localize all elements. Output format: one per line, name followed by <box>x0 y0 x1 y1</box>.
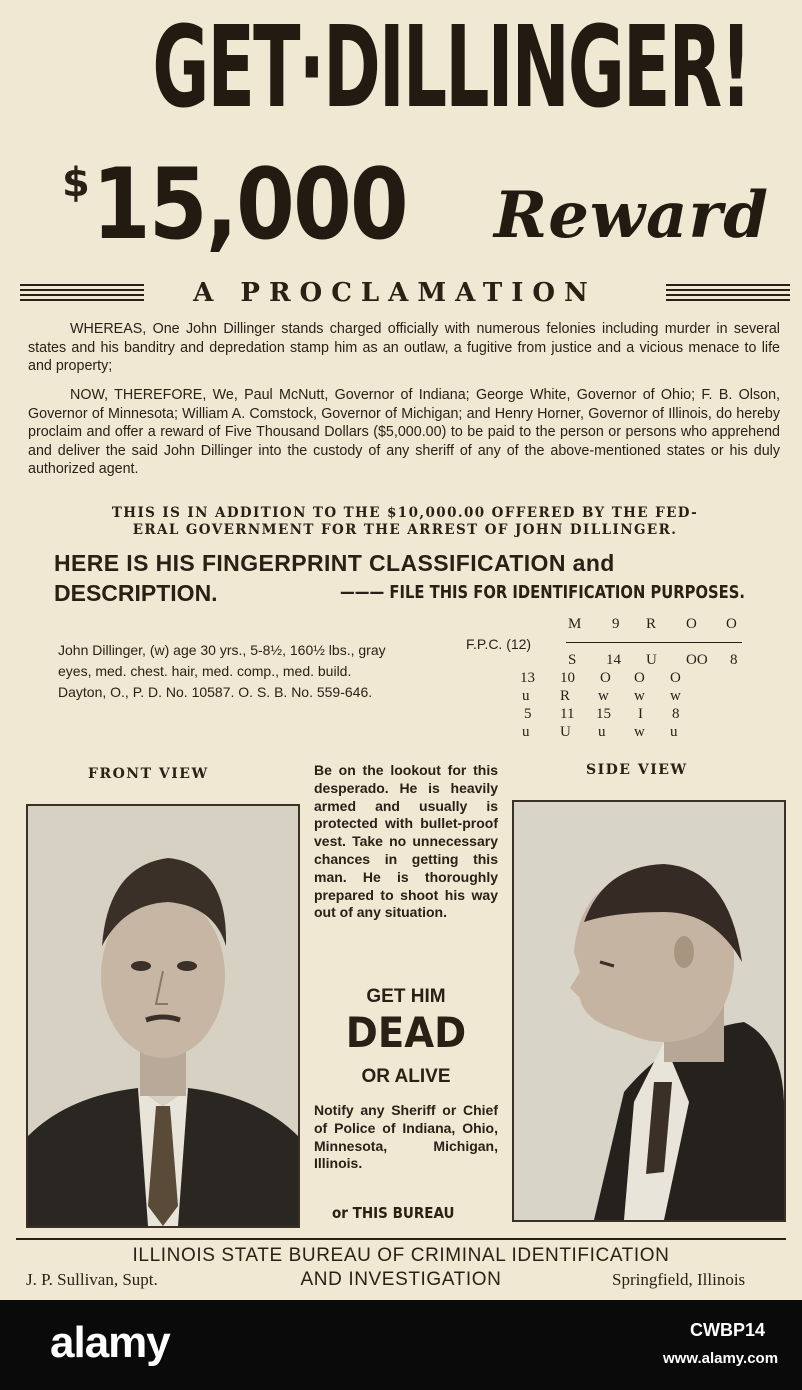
headline: GET·DILLINGER! <box>152 3 751 133</box>
fpc-cell: w <box>670 688 681 704</box>
physical-description: John Dillinger, (w) age 30 yrs., 5-8½, 160½ lbs., gray eyes, med. chest. hair, med. comp., med. build. Dayton, O., P. D. No. 10587. O. S. B. No. 559-646. <box>58 642 386 700</box>
fpc-cell: 5 <box>524 706 532 722</box>
side-view-photo <box>512 800 786 1222</box>
fpc-cell: w <box>634 724 645 740</box>
fpc-table <box>520 616 760 746</box>
side-portrait-illustration <box>514 802 784 1220</box>
stock-brand-logo: alamy <box>50 1318 170 1367</box>
fpc-cell: U <box>646 652 657 668</box>
or-alive-text: OR ALIVE <box>361 1066 451 1087</box>
fpc-cell: u <box>670 724 678 740</box>
or-this-bureau: or THIS BUREAU <box>332 1204 455 1222</box>
stock-site-url: www.alamy.com <box>663 1350 779 1367</box>
dead-text: DEAD <box>345 1008 467 1057</box>
fpc-cell: u <box>598 724 606 740</box>
front-view-label: FRONT VIEW <box>88 766 209 782</box>
get-him-text: GET HIM <box>366 986 446 1007</box>
now-therefore-text: NOW, THEREFORE, We, Paul McNutt, Governor of Indiana; George White, Governor of Ohio; F. B. Olson, Governor of Minnesota; William A. Comstock, Governor of Michigan; and Henry Horner, Governor of Illinois, do hereby proclaim and offer a reward of Five Thousand Dollars ($5,000.00) to be paid to the person or persons who apprehend and deliver the said John Dillinger into the custody of any sheriff of any of the above-mentioned states or his duly authorized agent. <box>28 387 780 478</box>
fpc-cell: I <box>638 706 643 722</box>
file-instruction: ——— FILE THIS FOR IDENTIFICATION PURPOSES. <box>340 582 745 603</box>
proclamation-title: A PROCLAMATION <box>193 278 597 308</box>
bureau-name-line-2: AND INVESTIGATION <box>300 1269 502 1290</box>
front-view-photo <box>26 804 300 1228</box>
fpc-cell: O <box>670 670 681 686</box>
fpc-cell: O <box>634 670 645 686</box>
federal-reward-notice <box>60 505 750 539</box>
footer-divider <box>16 1238 786 1240</box>
fpc-cell: S <box>568 652 577 668</box>
signer-name: J. P. Sullivan, Supt. <box>26 1270 158 1289</box>
fpc-cell: 8 <box>672 706 680 722</box>
fpc-cell: 10 <box>560 670 575 686</box>
proclamation-rule-right <box>666 284 790 302</box>
whereas-text: WHEREAS, One John Dillinger stands charged officially with numerous felonies including murder in several states and his banditry and depredation stamp him as an outlaw, a fugitive from justice and a vicious menace to life and property; <box>28 321 780 375</box>
fpc-cell: 13 <box>520 670 535 686</box>
fpc-cell: R <box>646 616 657 632</box>
side-view-label: SIDE VIEW <box>586 762 688 778</box>
fpc-cell: U <box>560 724 571 740</box>
fpc-cell: u <box>522 724 530 740</box>
bureau-location: Springfield, Illinois <box>612 1270 746 1289</box>
lookout-warning: Be on the lookout for this desperado. He is heavily armed and usually is protected with bullet-proof vest. Take no unnecessary chances in getting this man. He is thoroughly prepared to shoot his way out of any situation. <box>314 762 498 921</box>
fpc-cell: O <box>600 670 611 686</box>
fpc-cell: u <box>522 688 530 704</box>
fpc-cell: O <box>726 616 737 632</box>
notify-instructions: Notify any Sheriff or Chief of Police of Indiana, Ohio, Minnesota, Michigan, Illinois. <box>314 1102 498 1172</box>
proclamation-rule-left <box>20 284 144 302</box>
fpc-cell: M <box>568 616 582 632</box>
reward-amount: 15,000 <box>92 148 407 262</box>
whereas-paragraph <box>28 320 780 376</box>
fpc-cell: 9 <box>612 616 620 632</box>
stock-image-id: CWBP14 <box>690 1320 766 1340</box>
bureau-name-line-1: ILLINOIS STATE BUREAU OF CRIMINAL IDENTIFICATION <box>132 1245 670 1266</box>
fpc-cell: w <box>598 688 609 704</box>
federal-line-2: ERAL GOVERNMENT FOR THE ARREST OF JOHN DILLINGER. <box>132 522 678 538</box>
federal-line-1: THIS IS IN ADDITION TO THE $10,000.00 OFFERED BY THE FED- <box>111 505 699 521</box>
reward-word: Reward <box>494 178 769 253</box>
fpc-label: F.P.C. (12) <box>466 636 532 652</box>
fpc-cell: 8 <box>730 652 738 668</box>
fpc-cell: 15 <box>596 706 611 722</box>
fpc-cell: 14 <box>606 652 621 668</box>
fpc-cell: OO <box>686 652 708 668</box>
fpc-cell: w <box>634 688 645 704</box>
description-heading: DESCRIPTION. <box>54 580 218 606</box>
fpc-cell: R <box>560 688 571 704</box>
fingerprint-heading: HERE IS HIS FINGERPRINT CLASSIFICATION and <box>54 550 615 576</box>
fpc-cell: O <box>686 616 697 632</box>
fpc-cell: 11 <box>560 706 575 722</box>
proclamation-paragraph <box>28 386 780 479</box>
reward-dollar-sign: $ <box>62 160 90 206</box>
front-portrait-illustration <box>28 806 298 1226</box>
